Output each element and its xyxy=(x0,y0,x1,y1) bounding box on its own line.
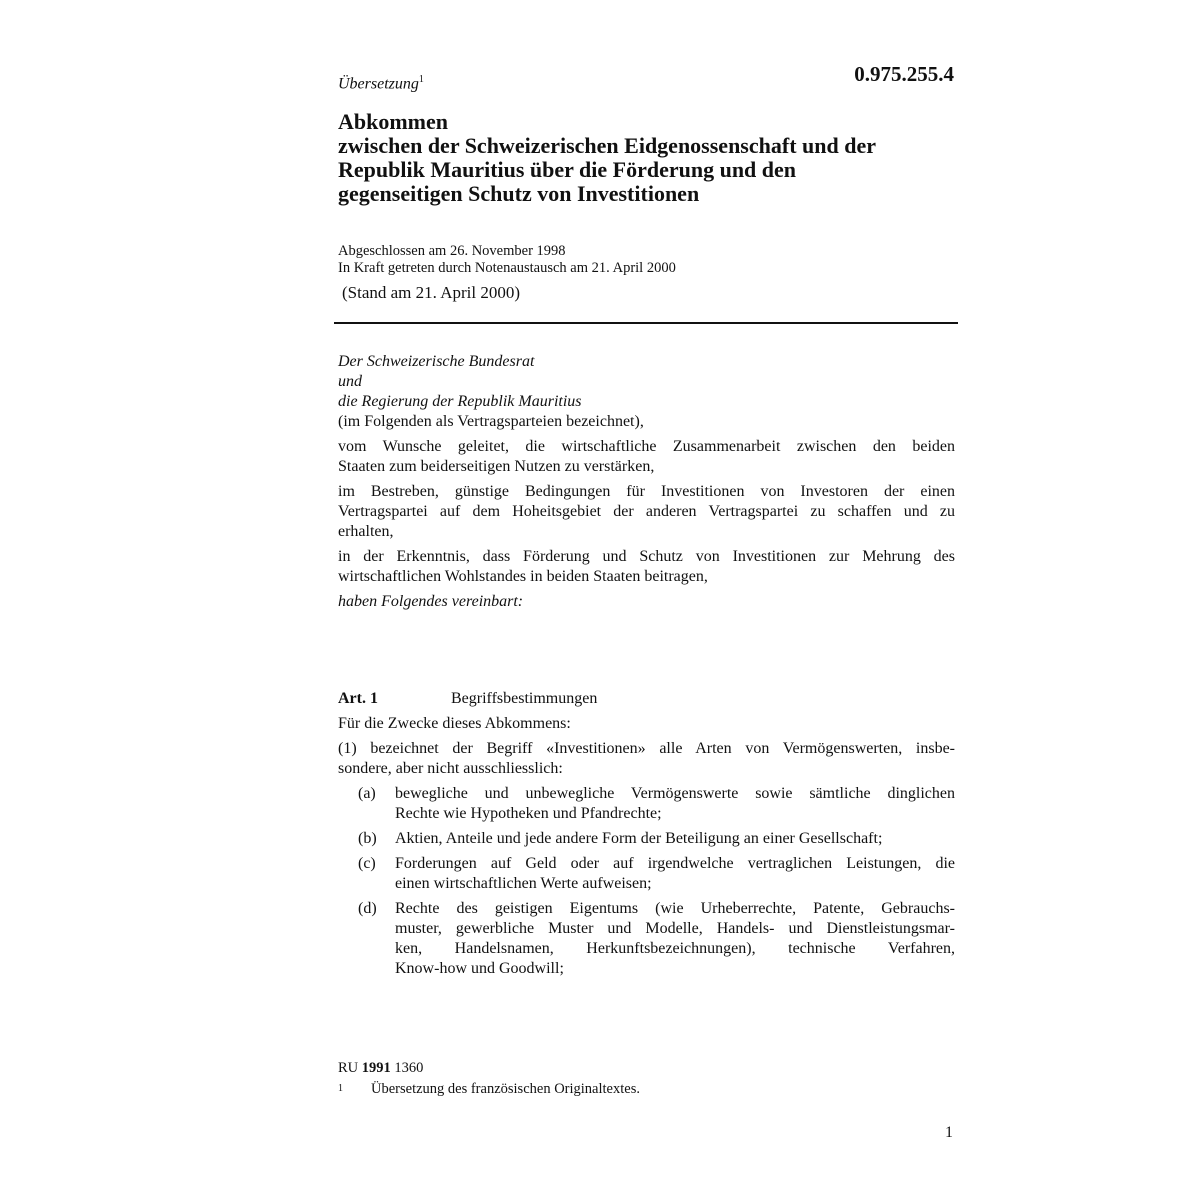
article-heading xyxy=(338,689,955,709)
preamble-paragraph xyxy=(338,482,955,542)
party-1: Der Schweizerische Bundesrat xyxy=(338,353,535,370)
concluded-date: Abgeschlossen am 26. November 1998 xyxy=(338,243,566,259)
horizontal-rule xyxy=(334,322,958,324)
ru-page: 1360 xyxy=(394,1060,424,1076)
text-line: Know-how und Goodwill; xyxy=(395,960,564,977)
text-line: sondere, aber nicht ausschliesslich: xyxy=(338,760,563,777)
text-line: vom Wunsche geleitet, die wirtschaftliche Zusammenarbeit zwischen den beiden xyxy=(338,438,955,455)
list-marker: (c) xyxy=(358,855,376,872)
text-line: im Bestreben, günstige Bedingungen für Investitionen von Investoren der einen xyxy=(338,483,955,500)
text-line: in der Erkenntnis, dass Förderung und Schutz von Investitionen zur Mehrung des xyxy=(338,548,955,565)
sr-number: 0.975.255.4 xyxy=(854,62,954,86)
text-line: einen wirtschaftlichen Werte aufweisen; xyxy=(395,875,652,892)
status-date: (Stand am 21. April 2000) xyxy=(342,283,521,302)
list-marker: (d) xyxy=(358,900,377,917)
text-line: (1) bezeichnet der Begriff «Investitionen» alle Arten von Vermögenswerten, insbe- xyxy=(338,740,955,757)
article-1 xyxy=(338,689,955,984)
article-number: Art. 1 xyxy=(338,690,378,707)
list-item xyxy=(338,829,955,849)
title-line: zwischen der Schweizerischen Eidgenossenschaft und der xyxy=(338,133,876,158)
text-line: erhalten, xyxy=(338,523,394,540)
page-number: 1 xyxy=(945,1124,953,1141)
article-intro: Für die Zwecke dieses Abkommens: xyxy=(338,715,571,732)
text-line: Staaten zum beiderseitigen Nutzen zu verstärken, xyxy=(338,458,655,475)
text-line: ken, Handelsnamen, Herkunftsbezeichnungen), technische Verfahren, xyxy=(395,940,955,957)
ru-prefix: RU xyxy=(338,1060,359,1076)
footnote-ref: 1 xyxy=(418,74,424,85)
list-item xyxy=(338,854,955,894)
article-paragraph-1 xyxy=(338,739,955,779)
preamble-paragraph xyxy=(338,547,955,587)
preamble-paragraph xyxy=(338,437,955,477)
and-connector: und xyxy=(338,373,362,390)
title-line: Republik Mauritius über die Förderung und den xyxy=(338,157,797,182)
list-marker: (b) xyxy=(358,830,377,847)
footnote xyxy=(338,1079,640,1103)
in-force-date: In Kraft getreten durch Notenaustausch am 21. April 2000 xyxy=(338,260,676,276)
translation-note xyxy=(338,74,424,93)
title-line: Abkommen xyxy=(338,109,449,134)
text-line: muster, gewerbliche Muster und Modelle, Handels- und Dienstleistungsmar- xyxy=(395,920,955,937)
text-line: Forderungen auf Geld oder auf irgendwelche vertraglichen Leistungen, die xyxy=(395,855,955,872)
text-line: Aktien, Anteile und jede andere Form der Beteiligung an einer Gesellschaft; xyxy=(395,830,883,847)
translation-label: Übersetzung xyxy=(338,75,419,93)
agreement-clause: haben Folgendes vereinbart: xyxy=(338,593,524,610)
list-item xyxy=(338,899,955,979)
document-title xyxy=(338,110,955,206)
text-line: bewegliche und unbewegliche Vermögenswerte sowie sämtliche dinglichen xyxy=(395,785,955,802)
title-line: gegenseitigen Schutz von Investitionen xyxy=(338,181,700,206)
ru-year: 1991 xyxy=(361,1060,391,1076)
source-reference xyxy=(338,1058,423,1078)
text-line: Vertragspartei auf dem Hoheitsgebiet der anderen Vertragspartei zu schaffen und zu xyxy=(338,503,955,520)
list-item xyxy=(338,784,955,824)
footnote-mark: 1 xyxy=(338,1083,343,1094)
document-meta xyxy=(338,243,955,277)
party-2: die Regierung der Republik Mauritius xyxy=(338,393,582,410)
footnote-text: Übersetzung des französischen Originaltextes. xyxy=(371,1081,640,1097)
text-line: Rechte wie Hypotheken und Pfandrechte; xyxy=(395,805,662,822)
text-line: Rechte des geistigen Eigentums (wie Urheberrechte, Patente, Gebrauchs- xyxy=(395,900,955,917)
text-line: wirtschaftlichen Wohlstandes in beiden Staaten beitragen, xyxy=(338,568,708,585)
party-designation: (im Folgenden als Vertragsparteien bezeichnet), xyxy=(338,413,644,430)
list-marker: (a) xyxy=(358,785,376,802)
preamble xyxy=(338,352,955,612)
article-title: Begriffsbestimmungen xyxy=(451,690,598,707)
